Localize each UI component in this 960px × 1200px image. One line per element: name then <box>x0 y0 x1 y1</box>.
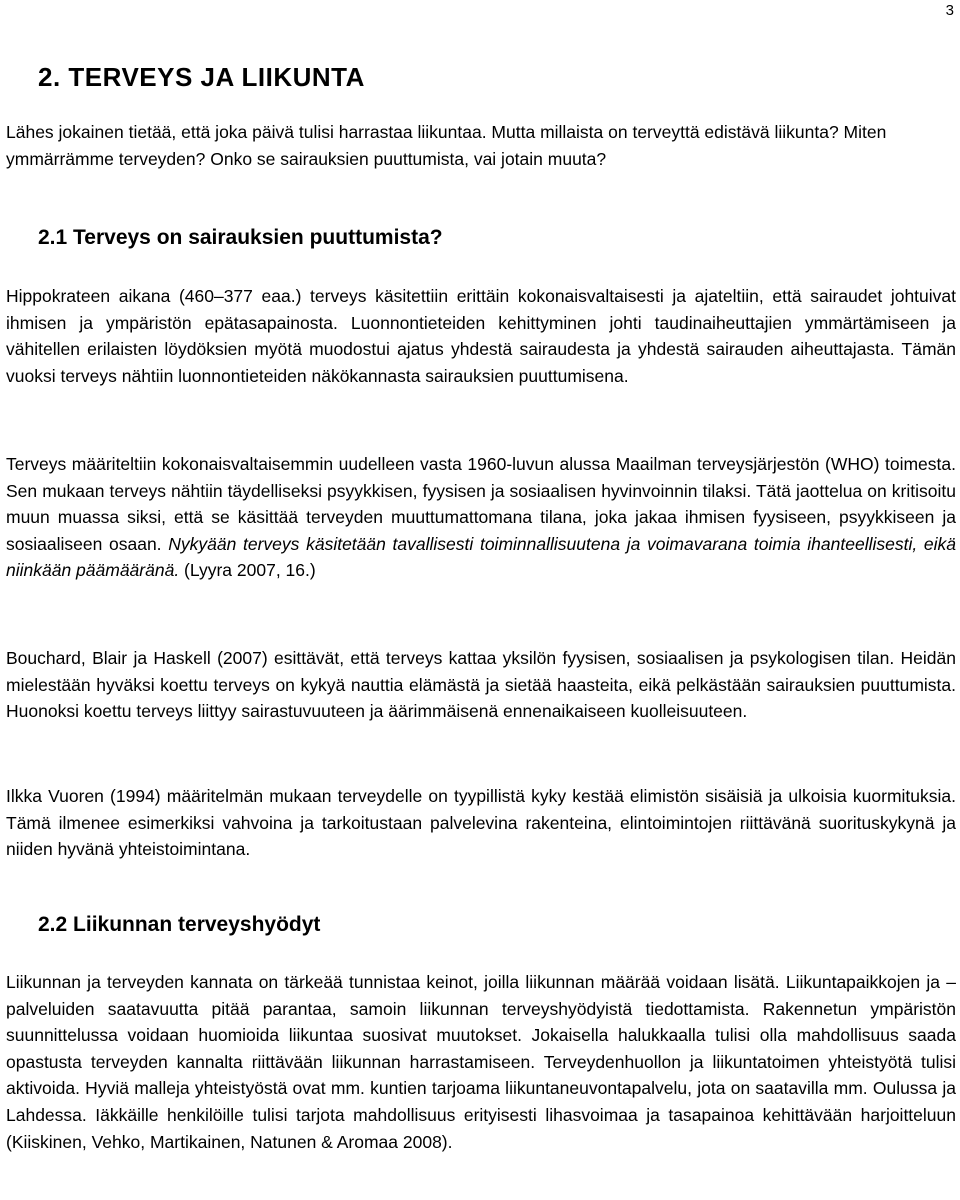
paragraph-bouchard: Bouchard, Blair ja Haskell (2007) esittävät, että terveys kattaa yksilön fyysisen, sosiaalisen ja psykologisen tilan. Heidän mielestään hyväksi koettu terveys on kykyä nauttia elämästä ja sietää haasteita, eikä pelkästään sairauksien puuttumista. Huonoksi koettu terveys liittyy sairastuvuuteen ja äärimmäisenä ennenaikaiseen kuolleisuuteen. <box>6 648 956 722</box>
chapter-heading: 2. TERVEYS JA LIIKUNTA <box>38 62 365 92</box>
paragraph-who-main: Terveys määriteltiin kokonaisvaltaisemmin uudelleen vasta 1960-luvun alussa Maailman terveysjärjestön (WHO) toimesta. Sen mukaan terveys nähtiin täydelliseksi psyykkisen, fyysisen ja sosiaalisen hyvinvoinnin tilaksi. Tätä jaottelua on kritisoitu muun muassa siksi, että se käsittää terveyden muuttumattomana tilana, joka jakaa ihmisen fyysiseen, psyykkiseen ja sosiaaliseen osaan. <box>6 454 956 554</box>
page-number: 3 <box>945 2 954 19</box>
paragraph-liikunta: Liikunnan ja terveyden kannata on tärkeää tunnistaa keinot, joilla liikunnan määrää voidaan lisätä. Liikuntapaikkojen ja –palveluiden saatavuutta pitää parantaa, samoin liikunnan terveyshyödyistä tiedottamista. Rakennetun ympäristön suunnittelussa voidaan huomioida liikuntaa suosivat muutokset. Jokaisella halukkaalla tulisi olla mahdollisuus saada opastusta terveyden kannalta riittävään liikunnan harrastamiseen. Terveydenhuollon ja liikuntatoimen yhteistyötä tulisi aktivoida. Hyviä malleja yhteistyöstä ovat mm. kuntien tarjoama liikuntaneuvontapalvelu, jota on saatavilla mm. Oulussa ja Lahdessa. Iäkkäille henkilöille tulisi tarjota mahdollisuus erityisesti lihasvoimaa ja tasapainoa kehittävään harjoitteluun (Kiiskinen, Vehko, Martikainen, Natunen & Aromaa 2008). <box>6 972 956 1152</box>
intro-paragraph: Lähes jokainen tietää, että joka päivä tulisi harrastaa liikuntaa. Mutta millaista on terveyttä edistävä liikunta? Miten ymmärrämme terveyden? Onko se sairauksien puuttumista, vai jotain muuta? <box>6 122 887 169</box>
paragraph-hippokrates: Hippokrateen aikana (460–377 eaa.) terveys käsitettiin erittäin kokonaisvaltaisesti ja ajateltiin, että sairaudet johtuivat ihmisen ja ympäristön epätasapainosta. Luonnontieteiden kehittyminen johti taudinaiheuttajien ymmärtämiseen ja vähitellen erilaisten löydöksien myötä muodostui ajatus yhdestä sairaudesta ja yhdestä sairauden aiheuttajasta. Tämän vuoksi terveys nähtiin luonnontieteiden näkökannasta sairauksien puuttumisena. <box>6 286 956 386</box>
section-heading-2-1: 2.1 Terveys on sairauksien puuttumista? <box>38 226 443 249</box>
section-heading-2-2: 2.2 Liikunnan terveyshyödyt <box>38 913 321 936</box>
paragraph-who-citation: (Lyyra 2007, 16.) <box>179 560 316 581</box>
paragraph-who <box>6 451 956 584</box>
paragraph-who-italic: Nykyään terveys käsitetään tavallisesti toiminnallisuutena ja voimavarana toimia ihanteellisesti, eikä niinkään päämääränä. <box>6 533 956 581</box>
paragraph-vuori: Ilkka Vuoren (1994) määritelmän mukaan terveydelle on tyypillistä kyky kestää elimistön sisäisiä ja ulkoisia kuormituksia. Tämä ilmenee esimerkiksi vahvoina ja tarkoitustaan palvelevina rakenteina, elintoimintojen riittävänä suorituskykynä ja niiden hyvänä yhteistoimintana. <box>6 786 956 860</box>
